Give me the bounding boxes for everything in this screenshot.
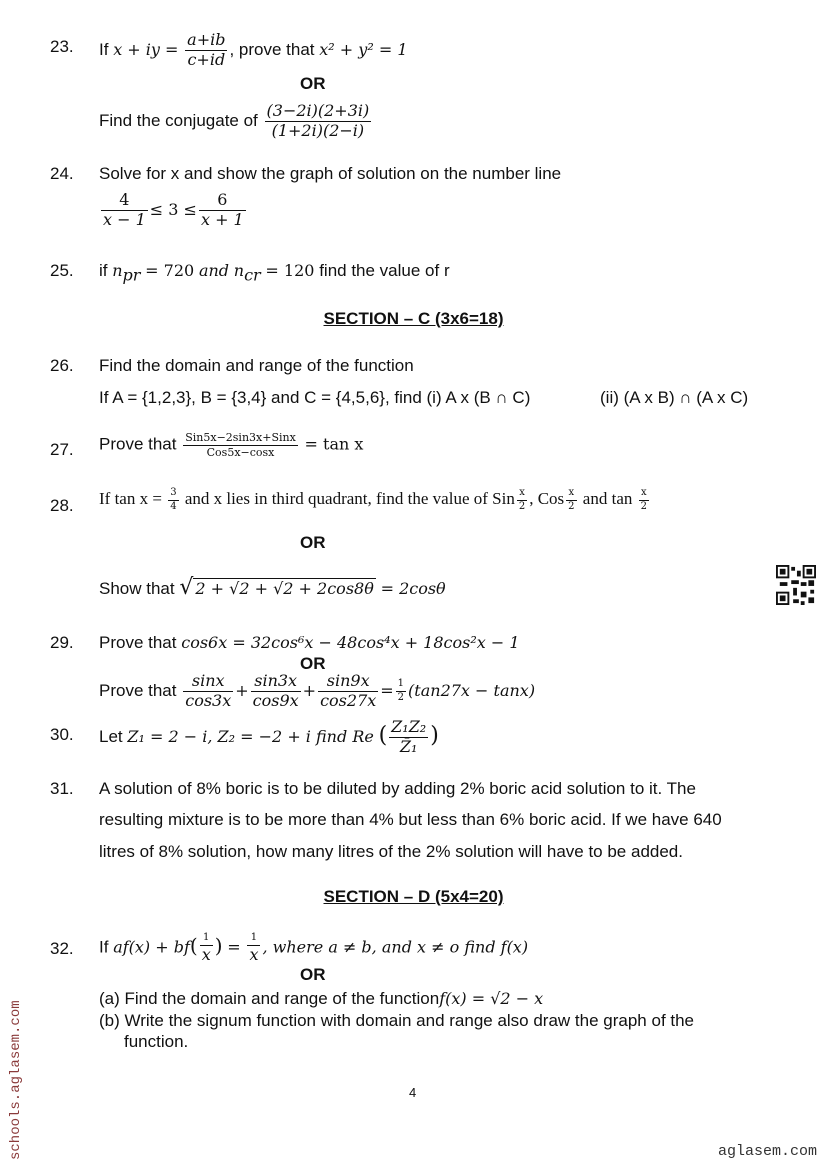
q24-middle: ≤ 3 ≤ [149,199,197,219]
q30-prefix: Let [99,726,123,746]
q25-prefix: if [99,261,108,280]
q25-sub1: pr [122,265,141,285]
question-number-25: 25. [50,261,74,280]
section-d-heading: SECTION – D (5x4=20) [323,887,504,906]
q30-math: Z₁ = 2 − i, Z₂ = −2 + i find Re [127,726,374,746]
side-watermark: schools.aglasem.com [8,1000,24,1160]
q28-cos: , Cos [529,488,565,508]
q27-rhs: = tan x [304,434,364,454]
q25-and: and [198,261,230,280]
q29-alt-rhs: (tan27x − tanx) [408,680,536,700]
q32-or: OR [300,965,326,984]
question-28 [99,488,651,512]
q23-mid: , prove that [229,39,315,59]
question-29-alt: Prove that $\frac{\sin x}{\cos 3x}$ + $\frac{\sin 3x}{\cos 9x}$ + $\frac{\sin 9x}{\cos 27x}$ = $\frac{1}{2}$ (tan27x − tanx) [99,671,536,710]
question-32-a [99,989,543,1009]
q24-frac-1: $\frac{4}{x - 1}$ [103,190,146,229]
q28-half-3: $\frac{x}{2}$ [640,487,647,512]
q23-lhs: x + iy = [113,39,179,59]
question-32-b-line2: function. [124,1032,189,1051]
question-25 [99,261,450,284]
question-28-alt [99,575,446,600]
q27-fraction: $\frac{\text{Sin5x−2sin3x+Sinx}}{\text{Cos5x−cosx}}$ [185,431,296,459]
q28-frac: $\frac{3}{4}$ [170,487,177,512]
question-number-26: 26. [50,356,74,375]
question-31-line3: litres of 8% solution, how many litres of the 2% solution will have to be added. [99,842,683,861]
q32-rhs-frac: $\frac{1}{x}$ [249,932,259,964]
q25-n1: n [112,261,123,280]
q23-alt-fraction: $\frac{(3-2i)(2+3i)}{(1+2i)(2-i)}$ [266,101,370,140]
q23-rhs: x² + y² = 1 [319,39,408,59]
question-number-30: 30. [50,725,74,744]
q23-or: OR [300,74,326,93]
q28-alt-prefix: Show that [99,579,175,598]
q32-a-text: (a) Find the domain and range of the function [99,989,440,1008]
q29-or: OR [300,654,326,673]
question-number-29: 29. [50,633,74,652]
question-32: If af(x) + bf( $\frac{1}{x}$ ) = $\frac{1}{x}$ , where a ≠ b, and x ≠ o find f(x) [99,932,529,964]
question-number-28: 28. [50,496,74,515]
question-23 [99,32,408,69]
question-26-line1: Find the domain and range of the function [99,356,414,375]
question-number-32: 32. [50,939,74,958]
qr-code-icon [776,565,816,605]
question-31-line1: A solution of 8% boric is to be diluted by adding 2% boric acid solution to it. The [99,779,696,798]
q29-prefix: Prove that [99,633,177,652]
q27-prefix: Prove that [99,434,177,454]
q28-prefix: If tan x = [99,488,162,508]
q28-and-tan: and tan [582,488,633,508]
q25-suffix: find the value of r [319,261,450,280]
q25-eq1: = 720 [145,261,195,280]
question-32-b-line1: (b) Write the signum function with domain and range also draw the graph of the [99,1011,695,1030]
question-30: Let Z₁ = 2 − i, Z₂ = −2 + i find Re ( $\frac{\text{Z₁Z₂}}{\text{Z̄₁}}$ ) [99,717,439,756]
question-31-line2: resulting mixture is to be more than 4% but less than 6% boric acid. If we have 640 [99,810,722,829]
q29-frac-1: $\frac{\sin x}{\cos 3x}$ [185,671,232,710]
question-29 [99,633,520,653]
q25-n2: n [233,261,245,280]
q23-fraction: $\frac{a+ib}{c+id}$ [187,30,226,69]
q32-inner-frac: $\frac{1}{x}$ [201,932,211,964]
page-number: 4 [409,1085,417,1100]
section-c-heading: SECTION – C (3x6=18) [323,309,504,328]
q32-math2: , where a ≠ b, and x ≠ o find f(x) [262,937,529,957]
question-27 [99,432,363,458]
question-23-alt [99,103,373,140]
q28-half-2: $\frac{x}{2}$ [568,487,575,512]
question-26-line2: If A = {1,2,3}, B = {3,4} and C = {4,5,6}, find (i) A x (B ∩ C) [99,388,531,407]
q29-half: $\frac{1}{2}$ [397,678,405,703]
q28-or: OR [300,533,326,552]
question-26-line2b: (ii) (A x B) ∩ (A x C) [600,388,749,407]
q29-alt-prefix: Prove that [99,680,177,700]
q32-a-math: f(x) = √2 − x [439,989,544,1008]
q28-sqrt: 2 + √2 + √2 + 2cos8θ [195,579,374,598]
q29-frac-3: $\frac{\sin 9x}{\cos 27x}$ [320,671,377,710]
question-number-31: 31. [50,779,74,798]
question-24: Solve for x and show the graph of solution on the number line [99,164,562,183]
q29-frac-2: $\frac{\sin 3x}{\cos 9x}$ [252,671,299,710]
q24-frac-2: $\frac{6}{x + 1}$ [200,190,244,229]
q32-eq: = [227,937,241,957]
question-number-24: 24. [50,164,74,183]
q32-prefix: If [99,937,109,957]
q32-math1: af(x) + bf [113,937,190,957]
question-number-23: 23. [50,37,74,56]
bottom-watermark: aglasem.com [717,1143,817,1160]
q24-inequality [99,192,248,229]
q25-eq2: = 120 [265,261,315,280]
q23-alt-prefix: Find the conjugate of [99,110,258,130]
q23-prefix: If [99,39,109,59]
q28-mid: and x lies in third quadrant, find the value of Sin [184,488,515,508]
q25-sub2: cr [244,265,261,285]
q29-math: cos6x = 32cos⁶x − 48cos⁴x + 18cos²x − 1 [181,633,520,652]
q28-alt-rhs: = 2cosθ [380,579,446,598]
q30-fraction: $\frac{\text{Z₁Z₂}}{\text{Z̄₁}}$ [391,717,427,756]
sqrt-icon: √ [179,575,194,600]
question-number-27: 27. [50,440,74,459]
q28-half-1: $\frac{x}{2}$ [518,487,526,512]
